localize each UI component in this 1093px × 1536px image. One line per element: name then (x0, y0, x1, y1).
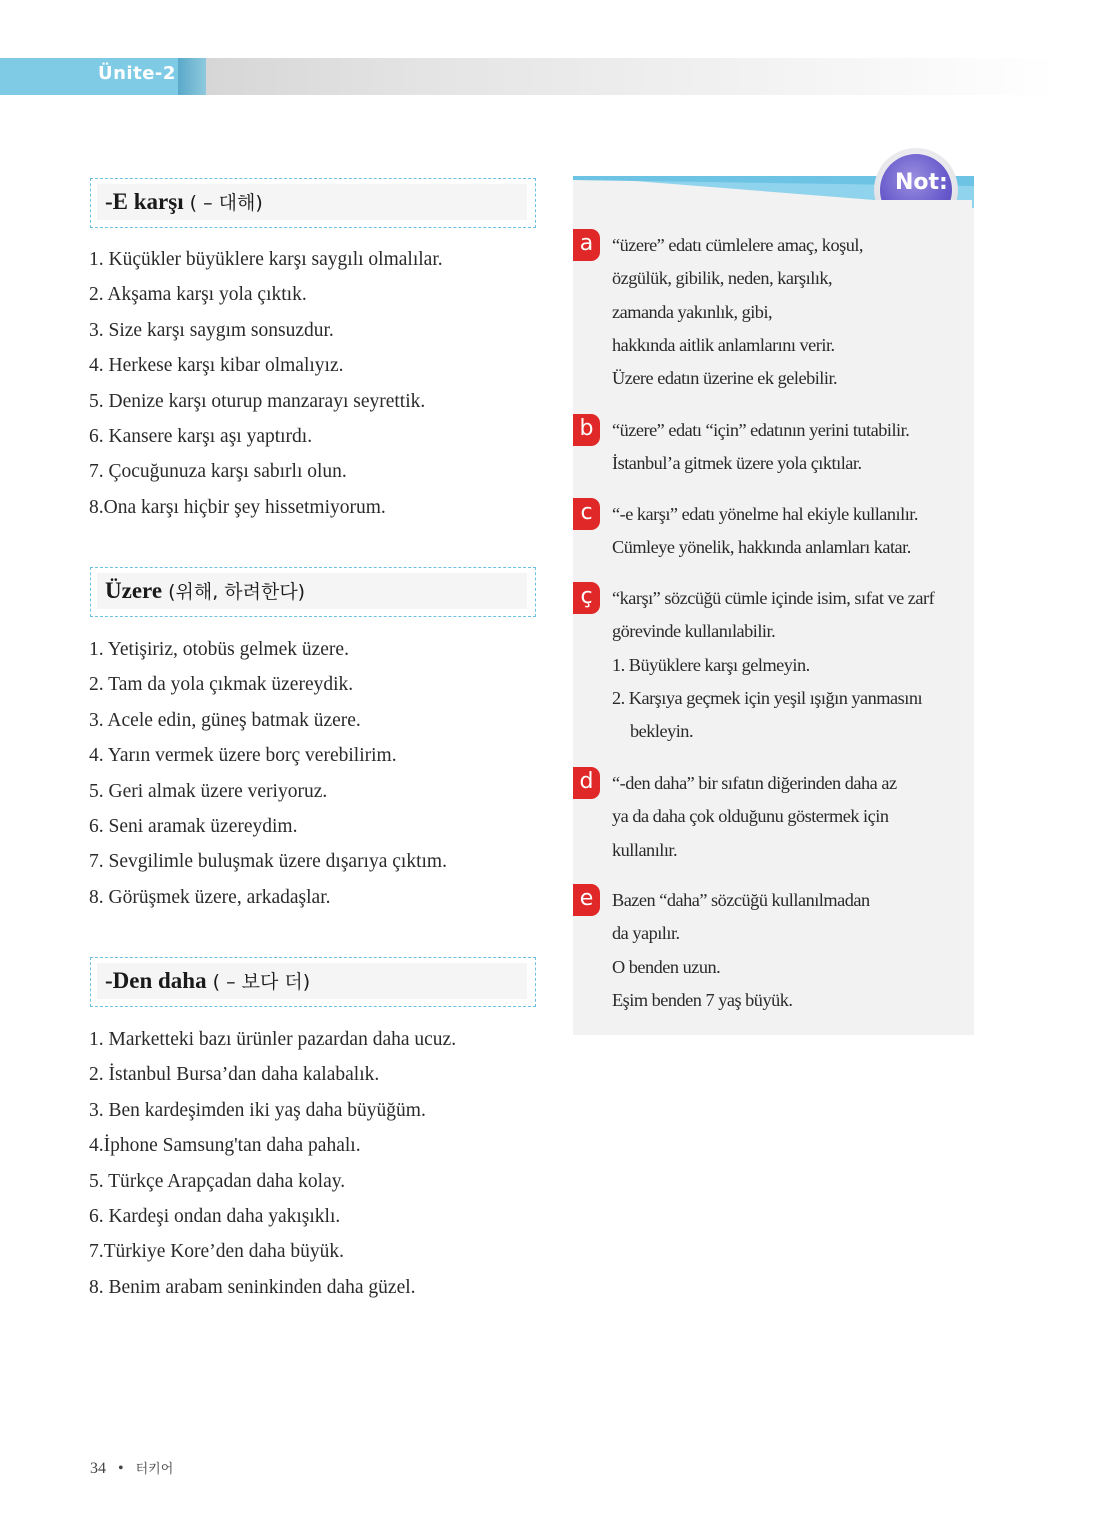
note-line: Bazen “daha” sözcüğü kullanılmadan (612, 890, 870, 910)
note-line: görevinde kullanılabilir. (612, 621, 776, 642)
note-line: “-den daha” bir sıfatın diğerinden daha az (612, 773, 897, 793)
list-item: 1. Küçükler büyüklere karşı saygılı olmalılar. (89, 249, 443, 270)
list-item: 7. Çocuğunuza karşı sabırlı olun. (89, 461, 347, 483)
list-item: 8. Benim arabam seninkinden daha güzel. (89, 1276, 416, 1298)
footer-separator: • (118, 1460, 124, 1477)
note-line: da yapılır. (612, 923, 680, 944)
section-heading-uzere (90, 567, 536, 617)
page-footer (90, 1458, 173, 1478)
list-item: 6. Kansere karşı aşı yaptırdı. (89, 425, 313, 447)
section-title: -Den daha ( – 보다 더) (105, 968, 311, 993)
list-item: 8. Görüşmek üzere, arkadaşlar. (89, 886, 331, 908)
page-number: 34 (90, 1460, 106, 1477)
note-label: Not: (895, 170, 948, 195)
list-item: 5. Türkçe Arapçadan daha kolay. (89, 1170, 346, 1192)
note-line: Üzere edatın üzerine ek gelebilir. (612, 368, 838, 389)
list-item: 4.İphone Samsung'tan daha pahalı. (89, 1135, 361, 1157)
note-line: hakkında aitlik anlamlarını verir. (612, 334, 835, 355)
note-line: “karşı” sözcüğü cümle içinde isim, sıfat ve zarf (612, 588, 935, 608)
note-line: “üzere” edatı cümlelere amaç, koşul, (612, 235, 863, 255)
list-item: 1. Marketteki bazı ürünler pazardan daha ucuz. (89, 1029, 457, 1050)
note-line: O benden uzun. (612, 956, 721, 977)
example-list-den-daha (89, 1022, 456, 1305)
list-item: 5. Geri almak üzere veriyoruz. (89, 780, 328, 802)
note-line: “-e karşı” edatı yönelme hal ekiyle kullanılır. (612, 504, 918, 524)
book-title: 터키어 (135, 1462, 174, 1477)
note-line: “üzere” edatı “için” edatının yerini tutabilir. (612, 420, 910, 440)
note-badge: b (573, 414, 600, 446)
note-badge: a (573, 229, 600, 261)
note-badge: d (573, 767, 600, 799)
note-line: zamanda yakınlık, gibi, (612, 301, 773, 322)
unit-tab-accent (178, 58, 206, 95)
note-line: Cümleye yönelik, hakkında anlamları katar. (612, 537, 911, 558)
list-item: 3. Acele edin, güneş batmak üzere. (89, 709, 361, 731)
note-badge: e (573, 884, 600, 916)
list-item: 4. Yarın vermek üzere borç verebilirim. (89, 745, 397, 767)
note-line: 2. Karşıya geçmek için yeşil ışığın yanmasını (612, 687, 923, 708)
list-item: 2. İstanbul Bursa’dan daha kalabalık. (89, 1064, 380, 1086)
list-item: 3. Size karşı saygım sonsuzdur. (89, 319, 334, 341)
list-item: 8.Ona karşı hiçbir şey hissetmiyorum. (89, 496, 386, 518)
note-icon-mask (862, 200, 972, 240)
note-badge: ç (573, 582, 600, 614)
list-item: 7.Türkiye Kore’den daha büyük. (89, 1241, 345, 1263)
note-line: kullanılır. (612, 839, 678, 860)
list-item: 7. Sevgilimle buluşmak üzere dışarıya çıktım. (89, 851, 447, 873)
unit-label: Ünite-2 (98, 63, 176, 84)
section-heading-den-daha (90, 957, 536, 1007)
note-line: İstanbul’a gitmek üzere yola çıktılar. (612, 453, 862, 474)
note-line: bekleyin. (630, 721, 694, 742)
list-item: 1. Yetişiriz, otobüs gelmek üzere. (89, 639, 349, 660)
list-item: 2. Tam da yola çıkmak üzereydik. (89, 674, 354, 696)
note-line: Eşim benden 7 yaş büyük. (612, 989, 793, 1010)
list-item: 4. Herkese karşı kibar olmalıyız. (89, 355, 344, 377)
example-list-uzere (89, 632, 447, 915)
note-badge: c (573, 498, 600, 530)
note-line: ya da daha çok olduğunu göstermek için (612, 806, 889, 827)
section-title: Üzere (위해, 하려한다) (105, 578, 306, 603)
example-list-e-karsi (89, 242, 443, 525)
note-line: 1. Büyüklere karşı gelmeyin. (612, 654, 810, 675)
list-item: 3. Ben kardeşimden iki yaş daha büyüğüm. (89, 1099, 426, 1121)
list-item: 6. Kardeşi ondan daha yakışıklı. (89, 1205, 341, 1227)
section-title: -E karşı ( – 대해) (105, 189, 263, 214)
list-item: 6. Seni aramak üzereydim. (89, 815, 298, 837)
list-item: 5. Denize karşı oturup manzarayı seyrettik. (89, 390, 426, 412)
section-heading-e-karsi (90, 178, 536, 228)
list-item: 2. Akşama karşı yola çıktık. (89, 284, 307, 306)
note-line: özgülük, gibilik, neden, karşılık, (612, 268, 833, 289)
